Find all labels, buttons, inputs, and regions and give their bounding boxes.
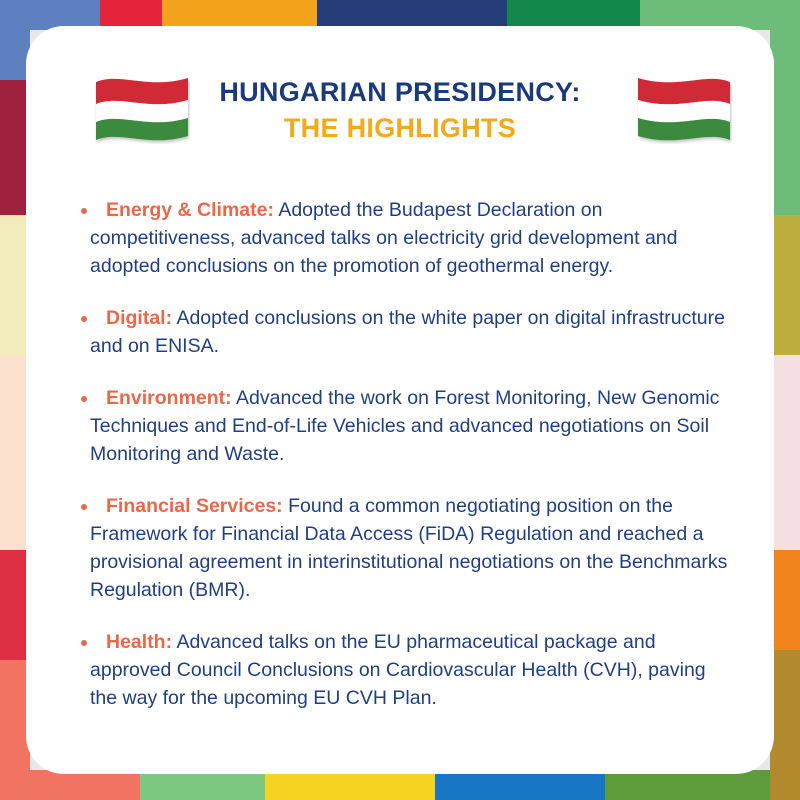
item-label: Financial Services:: [106, 495, 283, 517]
border-segment: [30, 770, 140, 800]
border-segment: [605, 770, 770, 800]
page-title: [0, 76, 800, 144]
bullet-icon: [81, 504, 87, 510]
border-segment: [140, 770, 265, 800]
border-segment: [770, 215, 800, 355]
item-text: Adopted the Budapest Declaration on competitiveness, advanced talks on electricity grid development and adopted conclusions on the promotion of geothermal energy.: [90, 199, 678, 277]
border-segment: [265, 770, 435, 800]
title-line2: THE HIGHLIGHTS: [283, 113, 517, 143]
highlights-list: [74, 196, 734, 736]
border-segment: [770, 550, 800, 650]
title-line1: HUNGARIAN PRESIDENCY:: [219, 77, 581, 107]
item-label: Energy & Climate:: [106, 199, 274, 221]
list-item: [74, 492, 734, 604]
list-item: [74, 196, 734, 280]
bullet-icon: [81, 640, 87, 646]
bullet-icon: [81, 208, 87, 214]
list-item: [74, 304, 734, 360]
item-text: Advanced talks on the EU pharmaceutical package and approved Council Conclusions on Cardiovascular Health (CVH), paving the way for the upcoming EU CVH Plan.: [90, 631, 706, 709]
item-label: Digital:: [106, 307, 173, 329]
border-segment: [770, 650, 800, 800]
list-item: [74, 628, 734, 712]
item-text: Adopted conclusions on the white paper on digital infrastructure and on ENISA.: [90, 307, 725, 357]
list-item: [74, 384, 734, 468]
border-segment: [435, 770, 605, 800]
border-segment: [770, 355, 800, 550]
item-text: Advanced the work on Forest Monitoring, New Genomic Techniques and End-of-Life Vehicles and advanced negotiations on Soil Monitoring and Waste.: [90, 387, 720, 465]
bullet-icon: [81, 396, 87, 402]
bullet-icon: [81, 316, 87, 322]
item-text: Found a common negotiating position on the Framework for Financial Data Access (FiDA) Regulation and reached a provisional agreement in interinstitutional negotiations on the Benchmarks Regulation (BMR).: [90, 495, 728, 601]
item-label: Health:: [106, 631, 173, 653]
item-label: Environment:: [106, 387, 232, 409]
